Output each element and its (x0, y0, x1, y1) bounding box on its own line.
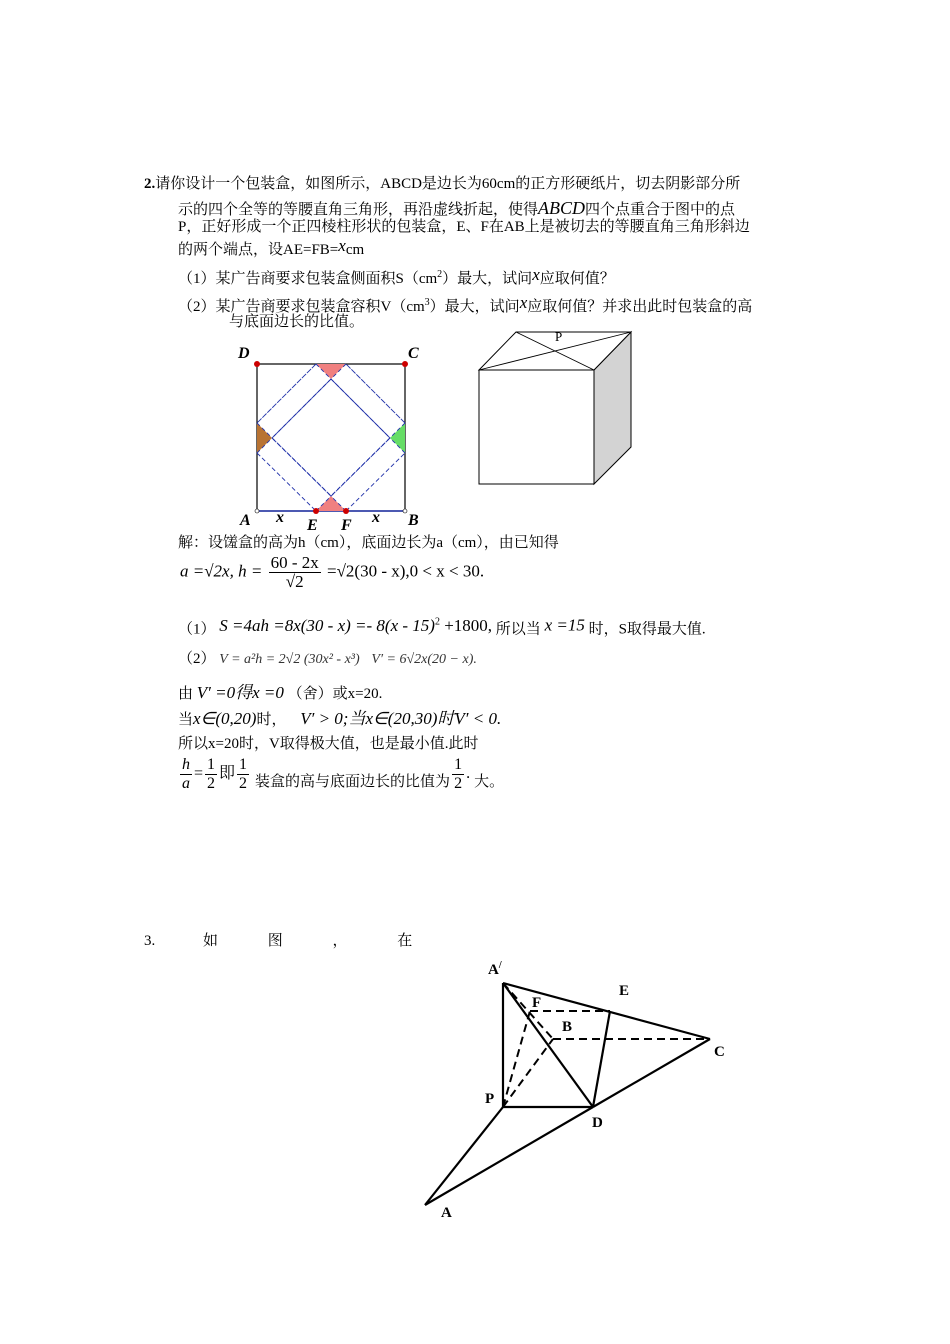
problem2-line1: 2.请你设计一个包装盒，如图所示，ABCD是边长为60cm的正方形硬纸片，切去阴影部分所 (144, 176, 741, 192)
cut-triangle-right (390, 423, 405, 453)
solution-line-you: 由 V′ =0得x =0 （舍）或x=20. (178, 683, 383, 702)
square-frame (257, 364, 405, 511)
vertex-b (403, 509, 407, 513)
vertex-e (313, 508, 319, 514)
fig3-label-f: F (532, 995, 542, 1011)
problem2-number: 2. (144, 176, 156, 192)
problem3-line: 3. 如 图 ， 在 (144, 933, 413, 949)
box-label-p: P (555, 329, 563, 344)
problem2-question1: （1）某广告商要求包装盒侧面积$S(cm^2)$最大，试问x应取何值？ (178, 265, 615, 287)
fig3-label-c: C (714, 1044, 725, 1060)
fig3-label-a: A (441, 1205, 452, 1221)
solution-intro: 解：设馐盒的高为h（cm），底面边长为a（cm），由已知得 (178, 535, 559, 551)
box-figure (470, 325, 640, 490)
cut-triangle-left (257, 423, 272, 453)
dashed-p-b (503, 1039, 553, 1107)
edge-d-e (593, 1011, 610, 1107)
vertex-d (254, 361, 260, 367)
box-front-face (479, 370, 594, 484)
edge-d-c (593, 1039, 710, 1107)
dashed-p-f (503, 1011, 530, 1107)
problem2-question2: （2）某广告商要求包装盒容积$V(cm^3)$最大，试问x应取何值？并求出此时包装盒的高 (178, 293, 753, 315)
fig1-label-d: D (238, 345, 250, 362)
fig1-label-a: A (240, 512, 251, 529)
edge-aprime-d (503, 983, 593, 1107)
solution-line-dang: 当x∈(0,20)时， V′ > 0;当x∈(20,30)时V′ < 0. (178, 709, 502, 728)
square-net-figure (230, 340, 430, 540)
vertex-f (343, 508, 349, 514)
problem2-line4: 的两个端点，设AE=FB=xcm (178, 236, 365, 258)
problem2-line2: 示的四个全等的等腰直角三角形，再沿虚线折起，使得ABCD四个点重合于图中的点 (178, 198, 736, 218)
fig3-label-p: P (485, 1091, 495, 1107)
fig3-label-b: B (562, 1019, 573, 1035)
vertex-a (255, 509, 259, 513)
fig3-label-aprime: A/ (488, 960, 502, 978)
solution-part1: （1） S =4ah =8x(30 - x) =- 8(x - 15)$^2$ +1800, 所以当 x =15 时，S取得最大值. (178, 615, 706, 638)
solution-line-suoyi: 所以x=20时，V取得极大值，也是最小值.此时 (178, 736, 479, 752)
problem2-line3: P，正好形成一个正四棱柱形状的包装盒，E、F在AB上是被切去的等腰直角三角形斜边 (178, 219, 750, 235)
solution-ratio-line: $\frac{h}{a}$ = $\frac{1}{2}$ 即 $\frac{1}{2}$ 装盒的高与底面边长的比值为 $\frac{1}{2}$ . 大。 (182, 756, 505, 792)
fig3-label-e: E (619, 983, 630, 999)
fold-lines (257, 364, 405, 511)
fig1-label-c: C (408, 345, 419, 362)
edge-d-a (425, 1107, 593, 1205)
fig1-label-e: E (307, 517, 318, 534)
cut-triangle-top (316, 364, 346, 379)
fig1-label-x-right: x (372, 509, 380, 526)
fig3-label-d: D (592, 1115, 603, 1131)
fig1-label-x-left: x (276, 509, 284, 526)
solution-eq1: a =√2x, h = $\frac{60 - 2x}{√2}$ =√2(30 - x),0 < x < 30. (180, 553, 485, 591)
problem2-question2-cont: 与底面边长的比值。 (229, 314, 365, 330)
cut-triangle-bottom (316, 496, 346, 511)
solution-part2: （2） V = a²h = 2√2 (30x² - x³) V′ = 6√2x(20 − x). (178, 651, 477, 667)
edge-p-a (425, 1107, 503, 1205)
fig1-label-b: B (408, 512, 419, 529)
fig1-label-f: F (341, 517, 352, 534)
eq1-fraction: $\frac{60 - 2x}{√2}$ (270, 553, 319, 591)
folded-solid-figure (410, 960, 740, 1220)
